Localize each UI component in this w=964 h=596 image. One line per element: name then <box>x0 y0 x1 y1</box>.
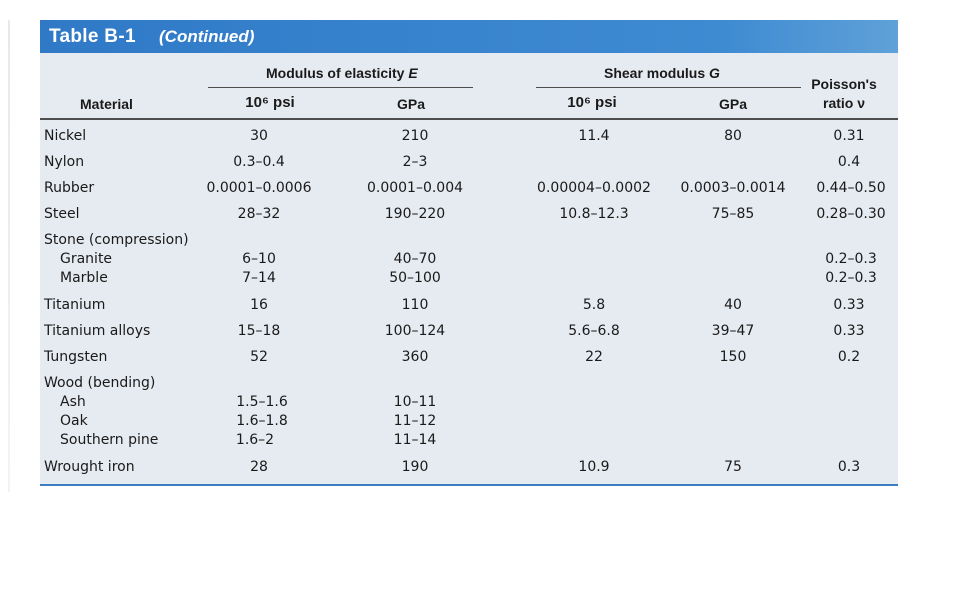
cell-e-gpa: 100–124 <box>384 323 446 339</box>
cell-g-psi: 11.4 <box>578 128 610 144</box>
cell-nu: 0.4 <box>837 154 861 170</box>
cell-g-psi: 5.8 <box>582 297 606 313</box>
cell-e-psi: 0.3–0.4 <box>233 154 285 170</box>
table-subtitle: (Continued) <box>159 27 255 46</box>
cell-nu: 0.2 <box>837 349 861 365</box>
cell-e-psi: 15–18 <box>237 323 281 339</box>
table-row-material: Wood (bending) <box>44 375 156 391</box>
cell-e-psi: 6–10 <box>242 251 276 267</box>
cell-nu: 0.3 <box>837 459 861 475</box>
table-row-material: Titanium alloys <box>44 323 151 339</box>
cell-nu: 0.28–0.30 <box>816 206 886 222</box>
cell-e-psi: 28 <box>250 459 268 475</box>
table-row-material: Granite <box>60 251 113 267</box>
cell-e-gpa: 190 <box>401 459 429 475</box>
cell-e-gpa: 190–220 <box>384 206 446 222</box>
modulus-elasticity-rule <box>208 87 473 88</box>
table-row-material: Nylon <box>44 154 85 170</box>
cell-e-psi: 0.0001–0.0006 <box>206 180 312 196</box>
cell-e-gpa: 11–14 <box>393 432 437 448</box>
cell-e-psi: 7–14 <box>242 270 276 286</box>
cell-e-gpa: 210 <box>401 128 429 144</box>
cell-e-gpa: 50–100 <box>389 270 441 286</box>
cell-e-psi: 28–32 <box>237 206 281 222</box>
table-row-material: Tungsten <box>44 349 108 365</box>
table-row-material: Steel <box>44 206 80 222</box>
cell-g-psi: 22 <box>585 349 603 365</box>
table-row-material: Titanium <box>44 297 106 313</box>
table-row-material: Southern pine <box>60 432 159 448</box>
table-row-material: Ash <box>60 394 86 410</box>
table-title: Table B-1 <box>49 26 136 47</box>
cell-e-gpa: 10–11 <box>393 394 437 410</box>
shear-modulus-rule <box>536 87 801 88</box>
shear-gpa-header: GPa <box>718 96 748 112</box>
cell-g-psi: 5.6–6.8 <box>568 323 620 339</box>
cell-e-psi: 52 <box>250 349 268 365</box>
cell-g-gpa: 40 <box>724 297 742 313</box>
table-row-material: Nickel <box>44 128 87 144</box>
cell-e-gpa: 11–12 <box>393 413 437 429</box>
cell-g-gpa: 150 <box>719 349 747 365</box>
cell-e-psi: 1.6–1.8 <box>236 413 288 429</box>
modulus-elasticity-header: Modulus of elasticity E <box>266 65 418 81</box>
cell-nu: 0.33 <box>833 323 865 339</box>
cell-nu: 0.33 <box>833 297 865 313</box>
table-page <box>40 20 898 486</box>
poisson-ratio-header: Poisson's ratio ν <box>811 76 877 111</box>
shear-psi-header: 10⁶ psi <box>567 94 617 111</box>
cell-g-gpa: 75 <box>724 459 742 475</box>
cell-g-gpa: 75–85 <box>711 206 755 222</box>
shear-modulus-header: Shear modulus G <box>604 65 720 81</box>
table-row-material: Stone (compression) <box>44 232 189 248</box>
table-row-material: Marble <box>60 270 108 286</box>
modulus-psi-header: 10⁶ psi <box>245 94 295 111</box>
cell-nu: 0.44–0.50 <box>816 180 886 196</box>
cell-g-gpa: 0.0003–0.0014 <box>680 180 786 196</box>
cell-e-psi: 1.5–1.6 <box>236 394 288 410</box>
header-bottom-rule <box>40 118 898 120</box>
cell-e-psi: 1.6–2 <box>235 432 275 448</box>
cell-e-gpa: 40–70 <box>393 251 437 267</box>
cell-nu: 0.31 <box>833 128 865 144</box>
cell-g-gpa: 39–47 <box>711 323 755 339</box>
cell-g-psi: 0.00004–0.0002 <box>537 180 651 196</box>
table-row-material: Wrought iron <box>44 459 135 475</box>
cell-g-psi: 10.8–12.3 <box>559 206 629 222</box>
table-row-material: Oak <box>60 413 88 429</box>
cell-e-gpa: 110 <box>401 297 429 313</box>
modulus-gpa-header: GPa <box>396 96 426 112</box>
table-title-bar <box>40 20 898 53</box>
cell-g-gpa: 80 <box>724 128 742 144</box>
cell-e-gpa: 360 <box>401 349 429 365</box>
cell-e-gpa: 0.0001–0.004 <box>366 180 464 196</box>
cell-nu: 0.2–0.3 <box>825 251 877 267</box>
cell-e-psi: 16 <box>250 297 268 313</box>
material-header: Material <box>80 96 133 112</box>
cell-e-gpa: 2–3 <box>402 154 428 170</box>
table-row-material: Rubber <box>44 180 95 196</box>
cell-e-psi: 30 <box>250 128 268 144</box>
page-edge-shadow <box>8 20 10 492</box>
cell-g-psi: 10.9 <box>578 459 610 475</box>
cell-nu: 0.2–0.3 <box>825 270 877 286</box>
